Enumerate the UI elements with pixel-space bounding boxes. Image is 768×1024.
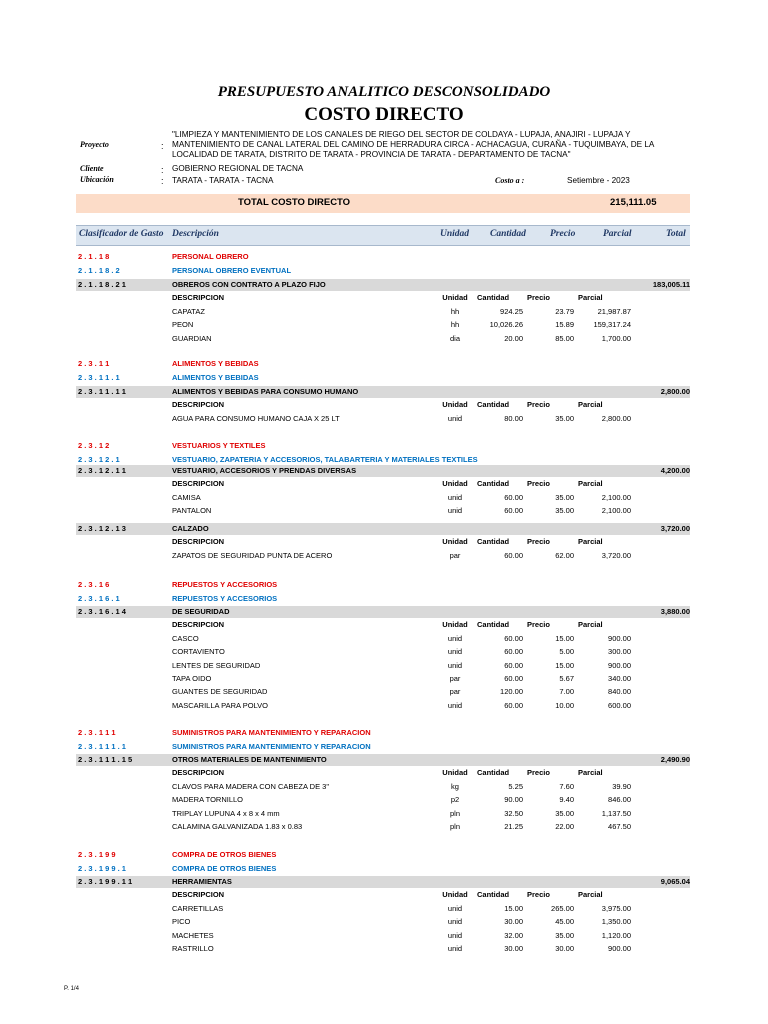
subheader-precio: Precio	[527, 768, 550, 778]
total-value: 215,111.05	[610, 197, 657, 208]
item-unit: unid	[447, 903, 463, 913]
item-desc: PICO	[172, 917, 191, 927]
col-cantidad: Cantidad	[490, 229, 526, 239]
item-unit: unid	[447, 492, 463, 502]
item-price: 22.00	[555, 822, 574, 831]
cliente-value: GOBIERNO REGIONAL DE TACNA	[172, 164, 304, 173]
group-code: 2 . 3 . 1 1 1 . 1 5	[78, 755, 133, 764]
item-price: 35.00	[555, 506, 574, 516]
subheader-precio: Precio	[527, 537, 550, 547]
item-unit: hh	[450, 306, 460, 316]
subheader-desc: DESCRIPCION	[172, 400, 225, 410]
group-desc: ALIMENTOS Y BEBIDAS PARA CONSUMO HUMANO	[172, 387, 359, 396]
group-bar	[76, 465, 690, 477]
proyecto-line: MANTENIMIENTO DE CANAL LATERAL DEL CAMINO DE HERRADURA CIRCA - ACHACAGUA, CURAÑA - TUQUIMBAYA, DE LA	[172, 140, 655, 149]
item-qty: 20.00	[504, 333, 523, 343]
item-desc: GUANTES DE SEGURIDAD	[172, 687, 268, 697]
item-desc: CORTAVIENTO	[172, 647, 225, 657]
item-price: 30.00	[555, 944, 574, 953]
item-qty: 30.00	[504, 917, 523, 927]
report-title: PRESUPUESTO ANALITICO DESCONSOLIDADO	[217, 84, 551, 100]
item-price: 62.00	[555, 550, 574, 560]
classifier-desc: PERSONAL OBRERO	[172, 252, 249, 261]
item-qty: 60.00	[504, 550, 523, 560]
item-desc: PEON	[172, 320, 194, 330]
item-partial: 3,975.00	[601, 903, 631, 913]
subheader-parcial: Parcial	[578, 537, 603, 547]
item-unit: unid	[447, 917, 463, 927]
cliente-colon: :	[161, 165, 164, 175]
item-partial: 2,800.00	[601, 413, 631, 423]
group-total: 3,720.00	[660, 524, 690, 533]
proyecto-line: "LIMPIEZA Y MANTENIMIENTO DE LOS CANALES DE RIEGO DEL SECTOR DE COLDAYA - LUPAJA, ANAJIRI - LUPAJA Y	[172, 130, 631, 139]
ubicacion-colon: :	[161, 176, 164, 186]
classifier-code: 2 . 3 . 1 2	[78, 441, 110, 450]
item-partial: 900.00	[608, 660, 631, 670]
subheader-parcial: Parcial	[578, 400, 603, 410]
item-partial: 1,350.00	[601, 917, 631, 927]
item-unit: pln	[449, 822, 460, 831]
ubicacion-value: TARATA - TARATA - TACNA	[172, 176, 274, 185]
item-unit: dia	[449, 333, 460, 343]
item-price: 35.00	[555, 492, 574, 502]
group-code: 2 . 3 . 1 2 . 1 1	[78, 466, 126, 475]
item-unit: par	[449, 550, 461, 560]
item-partial: 1,700.00	[601, 333, 631, 343]
item-qty: 60.00	[504, 647, 523, 657]
item-partial: 39.90	[612, 781, 631, 791]
subheader-precio: Precio	[527, 890, 550, 900]
item-desc: RASTRILLO	[172, 944, 214, 953]
subheader-cantidad: Cantidad	[477, 537, 510, 547]
group-total: 2,800.00	[660, 387, 690, 396]
subclassifier-code: 2 . 3 . 1 2 . 1	[78, 455, 120, 464]
subclassifier-desc: SUMINISTROS PARA MANTENIMIENTO Y REPARACION	[172, 742, 371, 751]
item-qty: 60.00	[504, 492, 523, 502]
subheader-unidad: Unidad	[442, 400, 468, 410]
subheader-precio: Precio	[527, 620, 550, 630]
col-total: Total	[666, 229, 686, 239]
subheader-cantidad: Cantidad	[477, 768, 510, 778]
item-price: 10.00	[555, 700, 574, 710]
item-desc: GUARDIAN	[172, 333, 212, 343]
item-qty: 60.00	[504, 506, 523, 516]
item-unit: unid	[447, 660, 463, 670]
subheader-unidad: Unidad	[442, 479, 468, 489]
item-partial: 467.50	[608, 822, 631, 831]
item-unit: par	[449, 687, 461, 697]
item-desc: CAPATAZ	[172, 306, 205, 316]
item-desc: MACHETES	[172, 930, 214, 940]
item-price: 23.79	[555, 306, 574, 316]
subheader-unidad: Unidad	[442, 620, 468, 630]
subheader-unidad: Unidad	[442, 537, 468, 547]
report-subtitle: COSTO DIRECTO	[304, 104, 464, 125]
item-partial: 340.00	[608, 674, 631, 683]
classifier-desc: VESTUARIOS Y TEXTILES	[172, 441, 266, 450]
item-qty: 120.00	[500, 687, 523, 697]
group-desc: HERRAMIENTAS	[172, 877, 232, 886]
item-unit: kg	[451, 781, 459, 791]
group-total: 9,065.04	[660, 877, 690, 886]
group-code: 2 . 3 . 1 6 . 1 4	[78, 607, 126, 616]
item-desc: TRIPLAY LUPUNA 4 x 8 x 4 mm	[172, 808, 280, 818]
subheader-unidad: Unidad	[442, 890, 468, 900]
item-qty: 10,026.26	[489, 320, 523, 330]
item-desc: CALAMINA GALVANIZADA 1.83 x 0.83	[172, 822, 303, 831]
item-price: 85.00	[555, 333, 574, 343]
subclassifier-code: 2 . 1 . 1 8 . 2	[78, 266, 120, 275]
subheader-precio: Precio	[527, 479, 550, 489]
item-price: 265.00	[551, 903, 574, 913]
group-code: 2 . 3 . 1 9 9 . 1 1	[78, 877, 133, 886]
item-desc: CLAVOS PARA MADERA CON CABEZA DE 3"	[172, 781, 330, 791]
item-desc: CAMISA	[172, 492, 201, 502]
item-price: 35.00	[555, 808, 574, 818]
subheader-cantidad: Cantidad	[477, 479, 510, 489]
group-bar	[76, 279, 690, 291]
subclassifier-desc: PERSONAL OBRERO EVENTUAL	[172, 266, 292, 275]
subheader-parcial: Parcial	[578, 479, 603, 489]
col-unidad: Unidad	[440, 229, 470, 239]
item-partial: 1,120.00	[601, 930, 631, 940]
item-desc: CASCO	[172, 633, 199, 643]
subheader-desc: DESCRIPCION	[172, 890, 225, 900]
classifier-code: 2 . 1 . 1 8	[78, 252, 110, 261]
classifier-code: 2 . 3 . 1 6	[78, 580, 110, 589]
group-desc: CALZADO	[172, 524, 209, 533]
subheader-parcial: Parcial	[578, 768, 603, 778]
group-bar	[76, 754, 690, 766]
subheader-unidad: Unidad	[442, 293, 468, 303]
total-label: TOTAL COSTO DIRECTO	[238, 197, 351, 208]
item-unit: p2	[450, 795, 460, 805]
proyecto-label: Proyecto	[80, 140, 109, 149]
item-price: 5.00	[559, 647, 574, 657]
total-bar	[76, 194, 690, 213]
subheader-desc: DESCRIPCION	[172, 768, 225, 778]
subheader-precio: Precio	[527, 400, 550, 410]
ubicacion-label: Ubicación	[80, 175, 114, 184]
item-qty: 924.25	[500, 306, 523, 316]
subheader-desc: DESCRIPCION	[172, 479, 225, 489]
item-price: 7.60	[559, 781, 574, 791]
item-partial: 300.00	[608, 647, 631, 657]
item-partial: 21,987.87	[597, 306, 631, 316]
classifier-desc: ALIMENTOS Y BEBIDAS	[172, 359, 259, 368]
group-desc: DE SEGURIDAD	[172, 607, 230, 616]
item-qty: 60.00	[504, 660, 523, 670]
subclassifier-code: 2 . 3 . 1 1 1 . 1	[78, 742, 126, 751]
item-partial: 900.00	[608, 944, 631, 953]
item-desc: MADERA TORNILLO	[172, 795, 243, 805]
group-desc: OTROS MATERIALES DE MANTENIMIENTO	[172, 755, 327, 764]
item-qty: 15.00	[504, 903, 523, 913]
group-bar	[76, 523, 690, 535]
item-price: 15.00	[555, 660, 574, 670]
group-total: 4,200.00	[660, 466, 690, 475]
item-desc: CARRETILLAS	[172, 903, 224, 913]
item-qty: 60.00	[504, 633, 523, 643]
item-qty: 30.00	[504, 944, 523, 953]
subheader-cantidad: Cantidad	[477, 400, 510, 410]
group-desc: OBREROS CON CONTRATO A PLAZO FIJO	[172, 280, 326, 289]
item-partial: 600.00	[608, 700, 631, 710]
col-precio: Precio	[550, 229, 576, 239]
subheader-cantidad: Cantidad	[477, 890, 510, 900]
item-qty: 21.25	[504, 822, 523, 831]
group-code: 2 . 3 . 1 2 . 1 3	[78, 524, 126, 533]
item-unit: unid	[447, 506, 463, 516]
item-qty: 80.00	[504, 413, 523, 423]
subclassifier-desc: VESTUARIO, ZAPATERIA Y ACCESORIOS, TALABARTERIA Y MATERIALES TEXTILES	[172, 455, 478, 464]
item-price: 15.89	[555, 320, 574, 330]
subheader-parcial: Parcial	[578, 620, 603, 630]
item-desc: TAPA OIDO	[172, 674, 212, 683]
classifier-desc: COMPRA DE OTROS BIENES	[172, 850, 277, 859]
item-unit: par	[449, 674, 461, 683]
item-price: 35.00	[555, 930, 574, 940]
item-desc: MASCARILLA PARA POLVO	[172, 700, 269, 710]
cliente-label: Cliente	[80, 164, 104, 173]
classifier-desc: SUMINISTROS PARA MANTENIMIENTO Y REPARACION	[172, 728, 371, 737]
classifier-code: 2 . 3 . 1 9 9	[78, 850, 116, 859]
item-qty: 32.50	[504, 808, 523, 818]
item-price: 7.00	[559, 687, 574, 697]
subclassifier-code: 2 . 3 . 1 6 . 1	[78, 594, 120, 603]
item-qty: 5.25	[508, 781, 523, 791]
item-desc: AGUA PARA CONSUMO HUMANO CAJA X 25 LT	[172, 413, 340, 423]
item-desc: PANTALON	[172, 506, 212, 516]
item-price: 9.40	[559, 795, 574, 805]
group-code: 2 . 1 . 1 8 . 2 1	[78, 280, 126, 289]
column-header	[76, 225, 690, 246]
subclassifier-code: 2 . 3 . 1 9 9 . 1	[78, 864, 126, 873]
item-partial: 2,100.00	[601, 492, 631, 502]
page-number: P. 1/4	[64, 986, 79, 992]
classifier-code: 2 . 3 . 1 1	[78, 359, 110, 368]
group-total: 183,005.11	[652, 280, 690, 289]
proyecto-text	[172, 130, 672, 160]
item-unit: unid	[447, 930, 463, 940]
classifier-desc: REPUESTOS Y ACCESORIOS	[172, 580, 278, 589]
subheader-parcial: Parcial	[578, 293, 603, 303]
classifier-code: 2 . 3 . 1 1 1	[78, 728, 116, 737]
item-unit: unid	[447, 633, 463, 643]
costo-label: Costo a :	[495, 176, 525, 185]
subheader-parcial: Parcial	[578, 890, 603, 900]
item-unit: unid	[447, 700, 463, 710]
col-descripcion: Descripción	[172, 229, 219, 239]
item-desc: ZAPATOS DE SEGURIDAD PUNTA DE ACERO	[172, 550, 333, 560]
proyecto-line: LOCALIDAD DE TARATA, DISTRITO DE TARATA - PROVINCIA DE TARATA - DEPARTAMENTO DE TACNA"	[172, 150, 571, 159]
subheader-precio: Precio	[527, 293, 550, 303]
group-code: 2 . 3 . 1 1 . 1 1	[78, 387, 126, 396]
item-unit: unid	[447, 944, 463, 953]
group-bar	[76, 606, 690, 618]
subheader-cantidad: Cantidad	[477, 620, 510, 630]
subclassifier-desc: ALIMENTOS Y BEBIDAS	[172, 373, 259, 382]
item-qty: 60.00	[504, 674, 523, 683]
item-desc: LENTES DE SEGURIDAD	[172, 660, 261, 670]
col-clasificador: Clasificador de Gasto	[79, 229, 164, 239]
subheader-cantidad: Cantidad	[477, 293, 510, 303]
proyecto-colon: :	[161, 141, 164, 151]
item-partial: 840.00	[608, 687, 631, 697]
subclassifier-desc: REPUESTOS Y ACCESORIOS	[172, 594, 278, 603]
item-unit: pln	[449, 808, 460, 818]
subheader-unidad: Unidad	[442, 768, 468, 778]
group-desc: VESTUARIO, ACCESORIOS Y PRENDAS DIVERSAS	[172, 466, 357, 475]
item-partial: 846.00	[608, 795, 631, 805]
item-unit: hh	[450, 320, 460, 330]
item-unit: unid	[447, 413, 463, 423]
subheader-desc: DESCRIPCION	[172, 537, 225, 547]
subclassifier-code: 2 . 3 . 1 1 . 1	[78, 373, 120, 382]
costo-value: Setiembre - 2023	[567, 176, 630, 185]
group-total: 2,490.90	[660, 755, 690, 764]
col-parcial: Parcial	[603, 229, 632, 239]
item-qty: 32.00	[504, 930, 523, 940]
subclassifier-desc: COMPRA DE OTROS BIENES	[172, 864, 277, 873]
group-bar	[76, 876, 690, 888]
item-partial: 159,317.24	[593, 320, 631, 330]
item-price: 15.00	[555, 633, 574, 643]
item-price: 35.00	[555, 413, 574, 423]
item-partial: 2,100.00	[601, 506, 631, 516]
item-qty: 90.00	[504, 795, 523, 805]
item-price: 45.00	[555, 917, 574, 927]
group-bar	[76, 386, 690, 398]
item-price: 5.67	[559, 674, 574, 683]
item-partial: 1,137.50	[601, 808, 631, 818]
item-qty: 60.00	[504, 700, 523, 710]
item-unit: unid	[447, 647, 463, 657]
group-total: 3,880.00	[660, 607, 690, 616]
subheader-desc: DESCRIPCION	[172, 620, 225, 630]
item-partial: 3,720.00	[601, 550, 631, 560]
subheader-desc: DESCRIPCION	[172, 293, 225, 303]
item-partial: 900.00	[608, 633, 631, 643]
